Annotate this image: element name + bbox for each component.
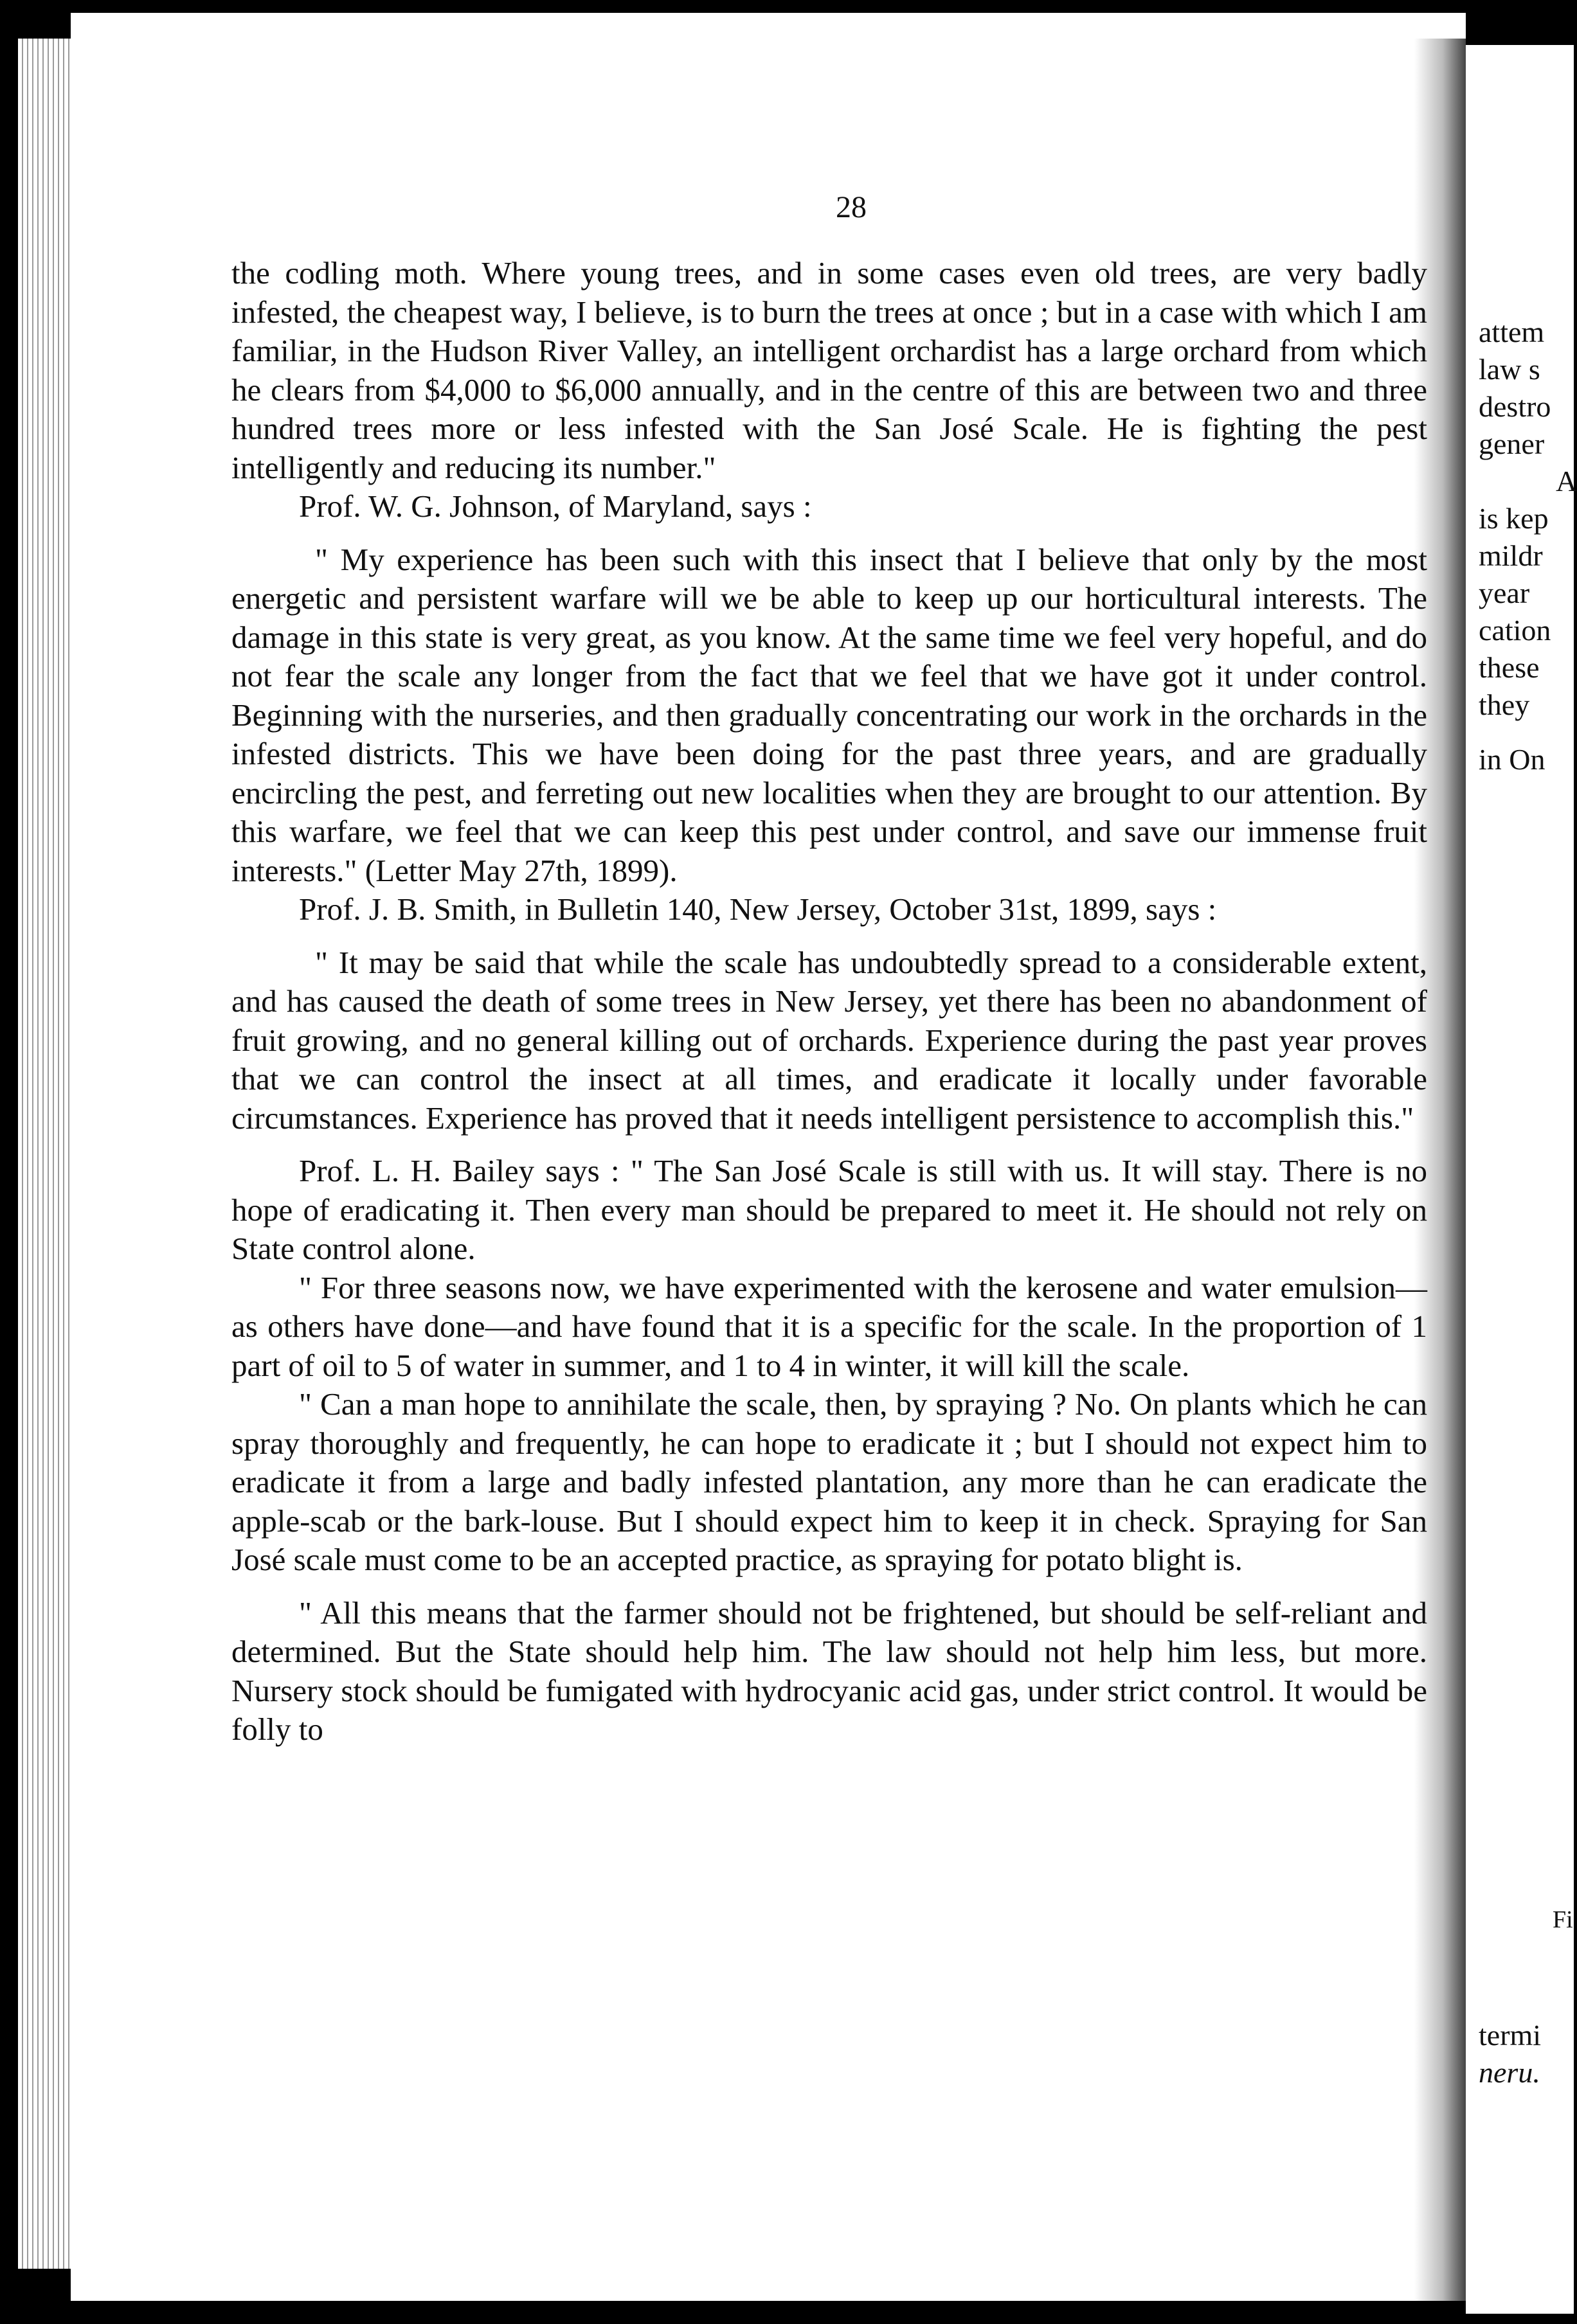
facing-page-line: these (1479, 651, 1540, 684)
paragraph: Prof. L. H. Bailey says : " The San José Scale is still with us. It will stay. There is no hope of eradicating it. Then every man should be prepared to meet it. He should not rely on State control alone. (231, 1153, 1427, 1266)
paragraph: Prof. J. B. Smith, in Bulletin 140, New Jersey, October 31st, 1899, says : (299, 891, 1217, 927)
paragraph: " Can a man hope to annihilate the scale, then, by spraying ? No. On plants which he can spray thoroughly and frequently, he can hope to eradicate it ; but I should not expect him to eradicate it from a large and badly infested plantation, any more than he can eradicate the apple-scab or the bark-louse. But I should expect him to keep it in check. Spraying for San José scale must come to be an accepted practice, as spraying for potato blight is. (231, 1386, 1427, 1577)
facing-page-line: Fi (1553, 1906, 1573, 1933)
facing-page-line: termi (1479, 2019, 1542, 2051)
facing-page-line: attem (1479, 316, 1545, 348)
facing-page-line: year (1479, 577, 1530, 609)
facing-page-line: destro (1479, 390, 1551, 423)
facing-page-line: they (1479, 688, 1530, 721)
facing-page-line: mildr (1479, 539, 1543, 572)
facing-page-line: A (1556, 465, 1577, 497)
facing-page-line: neru. (1479, 2056, 1540, 2089)
paragraph: the codling moth. Where young trees, and in some cases even old trees, are very badly infested, the cheapest way, I believe, is to burn the trees at once ; but in a case with which I am familiar, in the Hudson River Valley, an intelligent orchardist has a large orchard from which he clears from $4,000 to $6,000 annually, and in the centre of this are between two and three hundred trees more or less infested with the San José Scale. He is fighting the pest intelligently and reducing its number." (231, 255, 1427, 485)
paragraph: " It may be said that while the scale has undoubtedly spread to a considerable extent, and has caused the death of some trees in New Jersey, yet there has been no abandonment of fruit growing, and no general killing out of orchards. Experience during the past year proves that we can control the insect at all times, and eradicate it locally under favorable circumstances. Experience has proved that it needs intelligent persistence to accomplish this." (231, 944, 1427, 1136)
page-number: 28 (836, 190, 867, 224)
facing-page-line: gener (1479, 427, 1545, 460)
paragraph: " My experience has been such with this insect that I believe that only by the most energetic and persistent warfare will we be able to keep up our horticultural interests. The damage in this state is very great, as you know. At the same time we feel very hopeful, and do not fear the scale any longer from the fact that we feel that we have got it under control. Beginning with the nurseries, and then gradually concentrating our work in the orchards in the infested districts. This we have been doing for the past three years, and are gradually encircling the pest, and ferreting out new localities when they are brought to our attention. By this warfare, we feel that we can keep this pest under control, and save our immense fruit interests." (Letter May 27th, 1899). (231, 541, 1427, 888)
paragraph: Prof. W. G. Johnson, of Maryland, says : (299, 488, 812, 524)
facing-page-line: cation (1479, 614, 1551, 647)
paragraph: " For three seasons now, we have experimented with the kerosene and water emulsion—as others have done—and have found that it is a specific for the scale. In the proportion of 1 part of oil to 5 of water in summer, and 1 to 4 in winter, it will kill the scale. (231, 1269, 1427, 1383)
paragraph: " All this means that the farmer should not be frightened, but should be self-reliant and determined. But the State should help him. The law should not help him less, but more. Nursery stock should be fumigated with hydrocyanic acid gas, under strict control. It would be folly to (231, 1595, 1427, 1747)
facing-page-line: in On (1479, 743, 1545, 776)
stacked-page-edges (18, 39, 76, 2269)
body-text (231, 254, 1427, 1749)
facing-page-line: is kep (1479, 502, 1549, 535)
facing-page (1466, 45, 1577, 2314)
facing-page-line: law s (1479, 353, 1540, 386)
